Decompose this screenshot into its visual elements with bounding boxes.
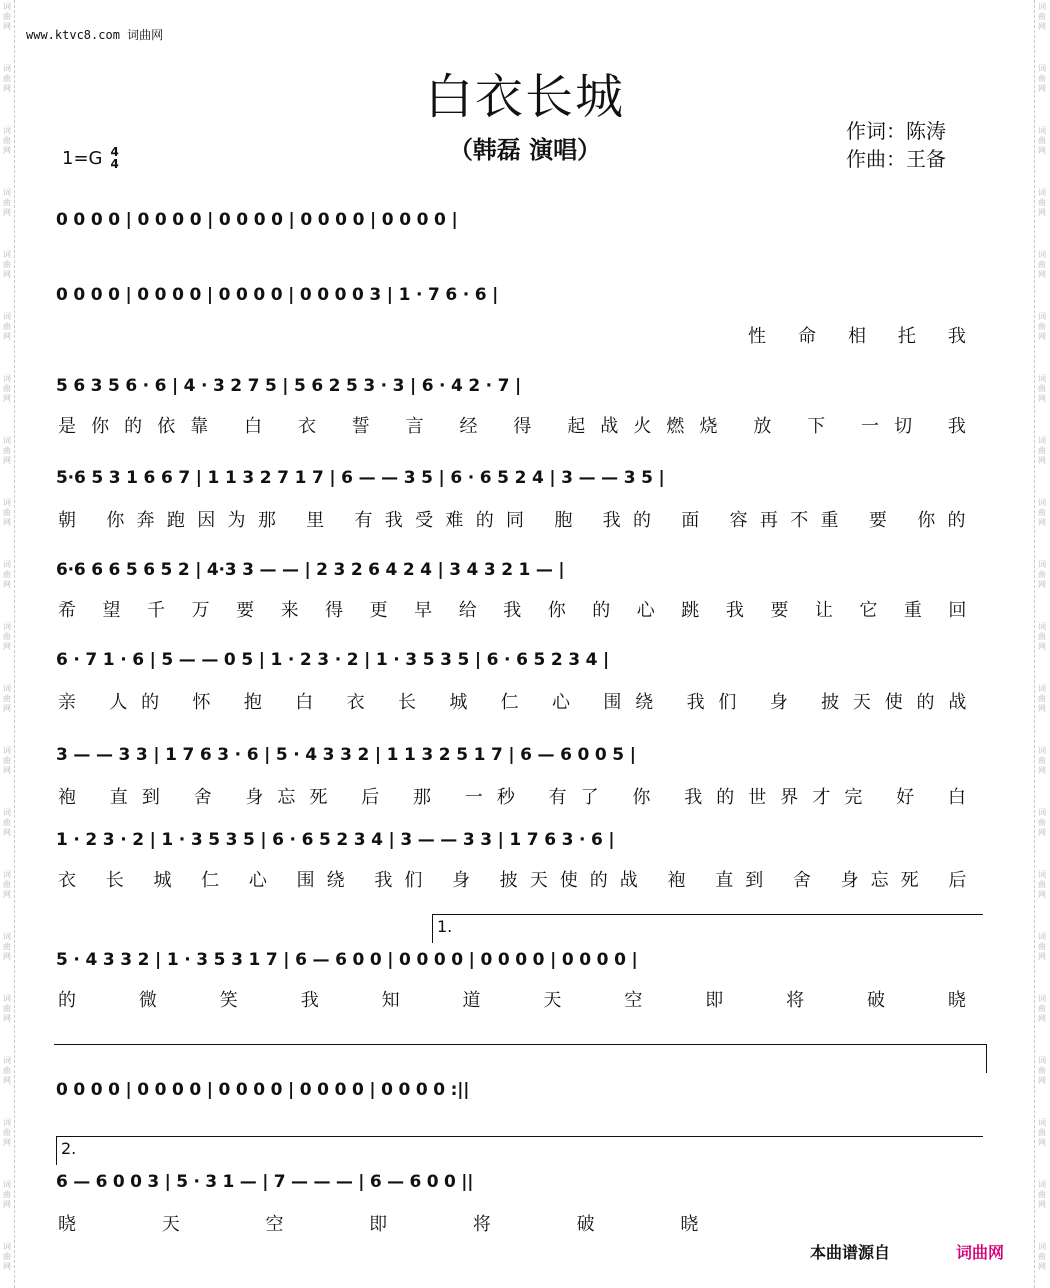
lyrics-line: 是你的依靠 白 衣 誓 言 经 得 起战火燃烧 放 下 一切 我 xyxy=(58,416,982,437)
side-watermark-text: 词 曲 网 xyxy=(3,746,11,775)
credits xyxy=(846,117,946,173)
lyricist: 作词：陈涛 xyxy=(846,119,946,143)
time-sig-top: 4 xyxy=(110,145,119,159)
side-watermark-text: 词 曲 网 xyxy=(1038,1056,1046,1085)
volta-2 xyxy=(56,1136,983,1165)
composer: 作曲：王备 xyxy=(846,147,946,171)
left-watermark-strip xyxy=(0,0,15,1288)
song-title: 白衣长城 xyxy=(424,69,625,125)
side-watermark-text: 词 曲 网 xyxy=(1038,994,1046,1023)
notation-line: 6 — 6 0 0 3 | 5 · 3 1 — | 7 — — — | 6 — 6 0 0 || xyxy=(56,1172,474,1192)
side-watermark-text: 词 曲 网 xyxy=(1038,684,1046,713)
notation-line: 6·6 6 6 5 6 5 2 | 4·3 3 — — | 2 3 2 6 4 2 4 | 3 4 3 2 1 — | xyxy=(56,560,565,580)
side-watermark-text: 词 曲 网 xyxy=(1038,64,1046,93)
lyrics-line: 亲 人的 怀 抱 白 衣 长 城 仁 心 围绕 我们 身 披天使的战 xyxy=(58,692,981,713)
side-watermark-text: 词 曲 网 xyxy=(3,684,11,713)
side-watermark-text: 词 曲 网 xyxy=(1038,870,1046,899)
side-watermark-text: 词 曲 网 xyxy=(3,1118,11,1147)
side-watermark-text: 词 曲 网 xyxy=(3,932,11,961)
notation-line: 1 · 2 3 · 2 | 1 · 3 5 3 5 | 6 · 6 5 2 3 4 | 3 — — 3 3 | 1 7 6 3 · 6 | xyxy=(56,830,615,850)
side-watermark-text: 词 曲 网 xyxy=(3,188,11,217)
side-watermark-text: 词 曲 网 xyxy=(3,1056,11,1085)
side-watermark-text: 词 曲 网 xyxy=(1038,126,1046,155)
source-label: 本曲谱源自 xyxy=(810,1243,891,1262)
side-watermark-text: 词 曲 网 xyxy=(1038,808,1046,837)
performer: （韩磊 演唱） xyxy=(448,135,602,164)
side-watermark-text: 词 曲 网 xyxy=(1038,250,1046,279)
side-watermark-text: 词 曲 网 xyxy=(3,994,11,1023)
side-watermark-text: 词 曲 网 xyxy=(3,1180,11,1209)
notation-line: 0 0 0 0 | 0 0 0 0 | 0 0 0 0 | 0 0 0 0 | 0 0 0 0 | xyxy=(56,210,458,230)
side-watermark-text: 词 曲 网 xyxy=(1038,498,1046,527)
side-watermark-text: 词 曲 网 xyxy=(3,436,11,465)
volta-1-continuation xyxy=(54,1044,987,1073)
side-watermark-text: 词 曲 网 xyxy=(3,374,11,403)
lyrics-line: 朝 你奔跑因为那 里 有我受难的同 胞 我的 面 容再不重 要 你的 xyxy=(58,510,978,531)
lyrics-line: 袍 直到 舍 身忘死 后 那 一秒 有了 你 我的世界才完 好 白 xyxy=(58,787,980,808)
notation-line: 3 — — 3 3 | 1 7 6 3 · 6 | 5 · 4 3 3 2 | 1 1 3 2 5 1 7 | 6 — 6 0 0 5 | xyxy=(56,745,636,765)
lyrics-line: 性 命 相 托 我 xyxy=(748,326,980,347)
time-sig-bottom: 4 xyxy=(110,157,119,171)
volta-2-label: 2. xyxy=(61,1139,77,1158)
side-watermark-text: 词 曲 网 xyxy=(1038,188,1046,217)
side-watermark-text: 词 曲 网 xyxy=(1038,312,1046,341)
notation-line: 5·6 5 3 1 6 6 7 | 1 1 3 2 7 1 7 | 6 — — 3 5 | 6 · 6 5 2 4 | 3 — — 3 5 | xyxy=(56,468,665,488)
side-watermark-text: 词 曲 网 xyxy=(1038,1242,1046,1271)
side-watermark-text: 词 曲 网 xyxy=(3,250,11,279)
side-watermark-text: 词 曲 网 xyxy=(1038,1118,1046,1147)
notation-line: 0 0 0 0 | 0 0 0 0 | 0 0 0 0 | 0 0 0 0 3 | 1 · 7 6 · 6 | xyxy=(56,285,499,305)
side-watermark-text: 词 曲 网 xyxy=(1038,436,1046,465)
side-watermark-text: 词 曲 网 xyxy=(3,870,11,899)
side-watermark-text: 词 曲 网 xyxy=(1038,622,1046,651)
volta-1 xyxy=(432,914,983,943)
side-watermark-text: 词 曲 网 xyxy=(3,560,11,589)
side-watermark-text: 词 曲 网 xyxy=(3,498,11,527)
side-watermark-text: 词 曲 网 xyxy=(1038,2,1046,31)
side-watermark-text: 词 曲 网 xyxy=(1038,932,1046,961)
source-site-link[interactable]: 词曲网 xyxy=(956,1243,1005,1262)
notation-line: 5 · 4 3 3 2 | 1 · 3 5 3 1 7 | 6 — 6 0 0 | 0 0 0 0 | 0 0 0 0 | 0 0 0 0 | xyxy=(56,950,638,970)
notation-line: 6 · 7 1 · 6 | 5 — — 0 5 | 1 · 2 3 · 2 | 1 · 3 5 3 5 | 6 · 6 5 2 3 4 | xyxy=(56,650,610,670)
key-signature xyxy=(62,146,119,170)
side-watermark-text: 词 曲 网 xyxy=(1038,374,1046,403)
side-watermark-text: 词 曲 网 xyxy=(3,808,11,837)
side-watermark-text: 词 曲 网 xyxy=(3,64,11,93)
side-watermark-text: 词 曲 网 xyxy=(1038,746,1046,775)
notation-line: 5 6 3 5 6 · 6 | 4 · 3 2 7 5 | 5 6 2 5 3 · 3 | 6 · 4 2 · 7 | xyxy=(56,376,521,396)
lyrics-line: 的 微 笑 我 知 道 天 空 即 将 破 晓 xyxy=(58,990,995,1011)
volta-1-label: 1. xyxy=(437,917,453,936)
side-watermark-text: 词 曲 网 xyxy=(3,622,11,651)
site-url[interactable]: www.ktvc8.com 词曲网 xyxy=(26,28,164,42)
side-watermark-text: 词 曲 网 xyxy=(1038,560,1046,589)
lyrics-line: 晓 天 空 即 将 破 晓 xyxy=(58,1214,739,1235)
side-watermark-text: 词 曲 网 xyxy=(3,1242,11,1271)
side-watermark-text: 词 曲 网 xyxy=(1038,1180,1046,1209)
side-watermark-text: 词 曲 网 xyxy=(3,126,11,155)
right-watermark-strip xyxy=(1034,0,1049,1288)
notation-line: 0 0 0 0 | 0 0 0 0 | 0 0 0 0 | 0 0 0 0 | 0 0 0 0 :|| xyxy=(56,1080,470,1100)
side-watermark-text: 词 曲 网 xyxy=(3,312,11,341)
side-watermark-text: 词 曲 网 xyxy=(3,2,11,31)
key-label: 1=G xyxy=(62,147,103,169)
time-signature xyxy=(110,146,118,170)
lyrics-line: 希 望 千 万 要 来 得 更 早 给 我 你 的 心 跳 我 要 让 它 重 回 xyxy=(58,600,977,621)
lyrics-line: 衣 长 城 仁 心 围绕 我们 身 披天使的战 袍 直到 舍 身忘死 后 xyxy=(58,870,979,891)
